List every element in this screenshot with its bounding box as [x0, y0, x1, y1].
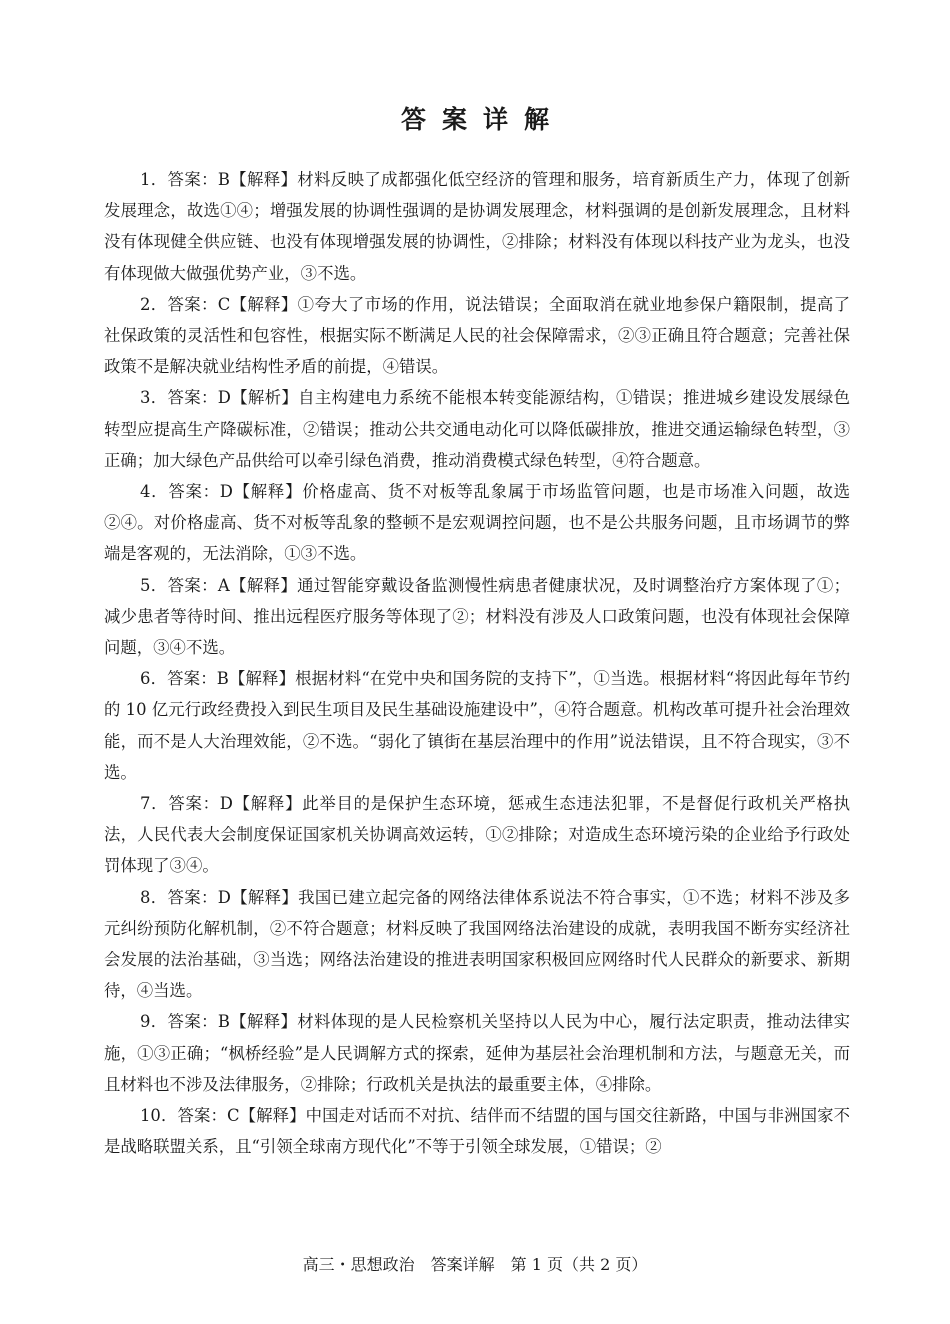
answer-2: 2．答案：C【解释】①夸大了市场的作用，说法错误；全面取消在就业地参保户籍限制，提高了社保政策的灵活性和包容性，根据实际不断满足人民的社会保障需求，②③正确且符合题意；完善社保政策不是解决就业结构性矛盾的前提，④错误。: [104, 294, 850, 377]
answer-1: 1．答案：B【解释】材料反映了成都强化低空经济的管理和服务，培育新质生产力，体现了创新发展理念，故选①④；增强发展的协调性强调的是协调发展理念，材料强调的是创新发展理念，且材料没有体现健全供应链、也没有体现增强发展的协调性，②排除；材料没有体现以科技产业为龙头，也没有体现做大做强优势产业，③不选。: [104, 170, 850, 283]
answer-7: 7．答案：D【解释】此举目的是保护生态环境，惩戒生态违法犯罪，不是督促行政机关严格执法，人民代表大会制度保证国家机关协调高效运转，①②排除；对造成生态环境污染的企业给予行政处罚体现了③④。: [104, 794, 850, 876]
answer-8: 8．答案：D【解释】我国已建立起完备的网络法律体系说法不符合事实，①不选；材料不涉及多元纠纷预防化解机制，②不符合题意；材料反映了我国网络法治建设的成就，表明我国不断夯实经济社会发展的法治基础，③当选；网络法治建设的推进表明国家积极回应网络时代人民群众的新要求、新期待，④当选。: [104, 887, 850, 1001]
answer-4: 4．答案：D【解释】价格虚高、货不对板等乱象属于市场监管问题，也是市场准入问题，故选②④。对价格虚高、货不对板等乱象的整顿不是宏观调控问题，也不是公共服务问题，且市场调节的弊端是客观的，无法消除，①③不选。: [104, 482, 850, 564]
page-title: 答案详解: [400, 105, 565, 134]
answer-5: 5．答案：A【解释】通过智能穿戴设备监测慢性病患者健康状况，及时调整治疗方案体现了①；减少患者等待时间、推出远程医疗服务等体现了②；材料没有涉及人口政策问题，也没有体现社会保障问题，③④不选。: [104, 575, 850, 658]
page-footer: 高三・思想政治 答案详解 第 1 页（共 2 页）: [302, 1255, 648, 1274]
answer-9: 9．答案：B【解释】材料体现的是人民检察机关坚持以人民为中心，履行法定职责，推动法律实施，①③正确；“枫桥经验”是人民调解方式的探索，延伸为基层社会治理机制和方法，与题意无关，而且材料也不涉及法律服务，②排除；行政机关是执法的最重要主体，④排除。: [104, 1012, 850, 1094]
answer-3: 3．答案：D【解析】自主构建电力系统不能根本转变能源结构，①错误；推进城乡建设发展绿色转型应提高生产降碳标准，②错误；推动公共交通电动化可以降低碳排放，推进交通运输绿色转型，③正确；加大绿色产品供给可以牵引绿色消费，推动消费模式绿色转型，④符合题意。: [104, 388, 850, 470]
answer-list: [104, 164, 850, 1163]
answer-6: 6．答案：B【解释】根据材料“在党中央和国务院的支持下”，①当选。根据材料“将因此每年节约的 10 亿元行政经费投入到民生项目及民生基础设施建设中”，④符合题意。机构改革可提升社会治理效能，而不是人大治理效能，②不选。“弱化了镇街在基层治理中的作用”说法错误，且不符合现实，③不选。: [104, 669, 850, 782]
answer-10: 10．答案：C【解释】中国走对话而不对抗、结伴而不结盟的国与国交往新路，中国与非洲国家不是战略联盟关系，且“引领全球南方现代化”不等于引领全球发展，①错误；②: [104, 1106, 850, 1157]
